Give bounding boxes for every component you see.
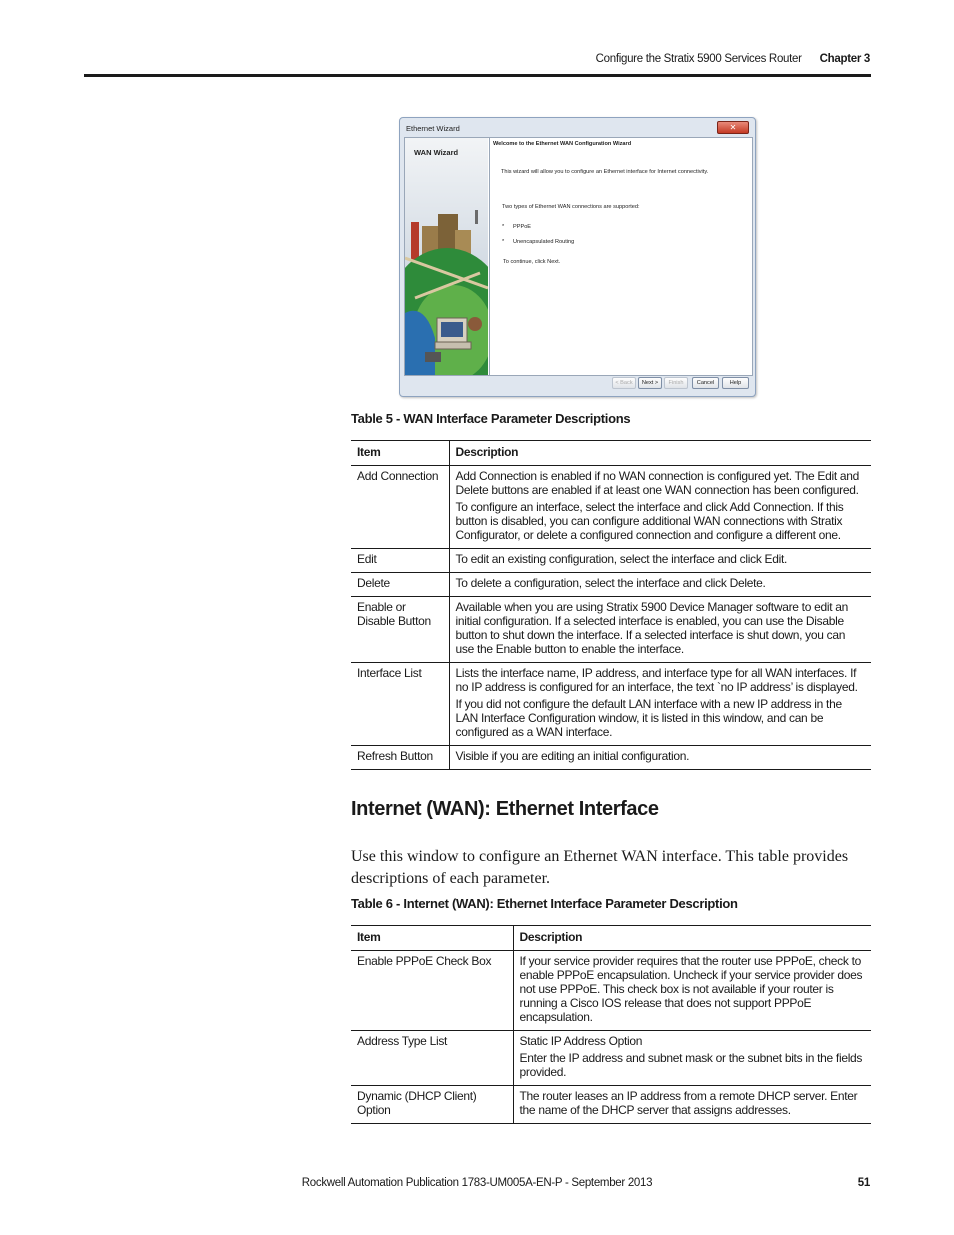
- header-section-title: Configure the Stratix 5900 Services Router: [595, 53, 802, 65]
- row-description: [513, 1031, 871, 1086]
- row-item: Interface List: [351, 663, 449, 746]
- table-row: [351, 549, 871, 573]
- description-paragraph: Visible if you are editing an initial configuration.: [455, 749, 690, 763]
- row-item: Dynamic (DHCP Client) Option: [351, 1086, 513, 1124]
- description-paragraph: To configure an interface, select the interface and click Add Connection. If this button is disabled, you can configure additional WAN connections with Stratix Configurator, or delete a configured connection and configure a different one.: [455, 500, 844, 542]
- network-city-illustration: [405, 138, 488, 375]
- wizard-bullet-pppoe: PPPoE: [513, 224, 532, 230]
- row-description: [513, 1086, 871, 1124]
- row-description: [449, 597, 871, 663]
- table-row: [351, 746, 871, 770]
- wizard-types-intro: Two types of Ethernet WAN connections are supported:: [502, 204, 640, 210]
- table-row: [351, 466, 871, 549]
- next-button[interactable]: Next >: [638, 377, 662, 389]
- column-header-item: Item: [351, 441, 449, 466]
- row-item: Delete: [351, 573, 449, 597]
- wizard-intro: This wizard will allow you to configure an Ethernet interface for Internet connectivity.: [501, 169, 709, 175]
- table6-caption: Table 6 - Internet (WAN): Ethernet Interface Parameter Description: [351, 896, 738, 911]
- section-heading: Internet (WAN): Ethernet Interface: [351, 798, 659, 820]
- row-item: Enable PPPoE Check Box: [351, 951, 513, 1031]
- row-item: Enable or Disable Button: [351, 597, 449, 663]
- column-header-item: Item: [351, 926, 513, 951]
- back-button[interactable]: < Back: [612, 377, 636, 389]
- description-paragraph: Static IP Address Option: [519, 1034, 643, 1048]
- table6: [351, 925, 871, 1124]
- description-paragraph: The router leases an IP address from a remote DHCP server. Enter the name of the DHCP server that assigns addresses.: [519, 1089, 858, 1117]
- running-header: [596, 53, 870, 65]
- table-row: [351, 597, 871, 663]
- row-item: Refresh Button: [351, 746, 449, 770]
- table-row: [351, 663, 871, 746]
- wizard-button-bar: [400, 377, 755, 391]
- description-paragraph: If you did not configure the default LAN interface with a new IP address in the LAN Interface Configuration window, it is listed in this window, and can be configured as a WAN interface.: [455, 697, 842, 739]
- table-row: [351, 573, 871, 597]
- cancel-button[interactable]: Cancel: [692, 377, 719, 389]
- wizard-heading: Welcome to the Ethernet WAN Configuration Wizard: [493, 141, 632, 147]
- ethernet-wizard-window: [399, 117, 756, 397]
- header-chapter: Chapter 3: [819, 53, 870, 65]
- bullet-marker: *: [502, 239, 505, 245]
- column-header-description: Description: [449, 441, 871, 466]
- row-description: [449, 549, 871, 573]
- finish-button[interactable]: Finish: [664, 377, 688, 389]
- row-description: [449, 663, 871, 746]
- row-description: [513, 951, 871, 1031]
- description-paragraph: Lists the interface name, IP address, and interface type for all WAN interfaces. If no IP address is configured for an interface, the text `no IP address’ is displayed.: [455, 666, 858, 694]
- header-rule: [84, 74, 871, 77]
- table-row: [351, 1086, 871, 1124]
- wizard-side-title: WAN Wizard: [414, 148, 459, 157]
- table-row: [351, 951, 871, 1031]
- help-button[interactable]: Help: [722, 377, 749, 389]
- description-paragraph: Add Connection is enabled if no WAN connection is configured yet. The Edit and Delete buttons are enabled if at least one WAN connection has been configured.: [455, 469, 860, 497]
- wizard-continue-text: To continue, click Next.: [503, 259, 561, 265]
- row-item: Add Connection: [351, 466, 449, 549]
- description-paragraph: To edit an existing configuration, select the interface and click Edit.: [455, 552, 788, 566]
- bullet-marker: *: [502, 224, 505, 230]
- wizard-bullet-unencapsulated: Unencapsulated Routing: [513, 239, 575, 245]
- table-header-row: [351, 926, 871, 951]
- description-paragraph: Available when you are using Stratix 5900 Device Manager software to edit an initial configuration. If a selected interface is enabled, you can use the Disable button to shut down the interface. If a selected interface is shut down, you can use the Enable button to enable the interface.: [455, 600, 849, 656]
- wizard-title: Ethernet Wizard: [406, 124, 460, 133]
- row-item: Edit: [351, 549, 449, 573]
- table-header-row: [351, 441, 871, 466]
- table5-caption: Table 5 - WAN Interface Parameter Descriptions: [351, 411, 631, 426]
- page-number: 51: [857, 1177, 870, 1189]
- row-description: [449, 573, 871, 597]
- row-item: Address Type List: [351, 1031, 513, 1086]
- column-header-description: Description: [513, 926, 871, 951]
- wizard-side-panel: [405, 138, 488, 375]
- table-row: [351, 1031, 871, 1086]
- close-icon[interactable]: ✕: [717, 121, 749, 134]
- row-description: [449, 466, 871, 549]
- wizard-content: [489, 138, 752, 375]
- footer-publication: Rockwell Automation Publication 1783-UM005A-EN-P - September 2013: [301, 1177, 653, 1189]
- row-description: [449, 746, 871, 770]
- table5: [351, 440, 871, 770]
- section-body-text: Use this window to configure an Ethernet WAN interface. This table provides descriptions of each parameter.: [351, 848, 849, 887]
- description-paragraph: If your service provider requires that the router use PPPoE, check to enable PPPoE encapsulation. Uncheck if your service provider does not use PPPoE. This check box is not available if your router is running a Cisco IOS release that does not support PPPoE encapsulation.: [519, 954, 863, 1024]
- description-paragraph: To delete a configuration, select the interface and click Delete.: [455, 576, 766, 590]
- description-paragraph: Enter the IP address and subnet mask or the subnet bits in the fields provided.: [519, 1051, 863, 1079]
- wizard-body: [404, 137, 753, 376]
